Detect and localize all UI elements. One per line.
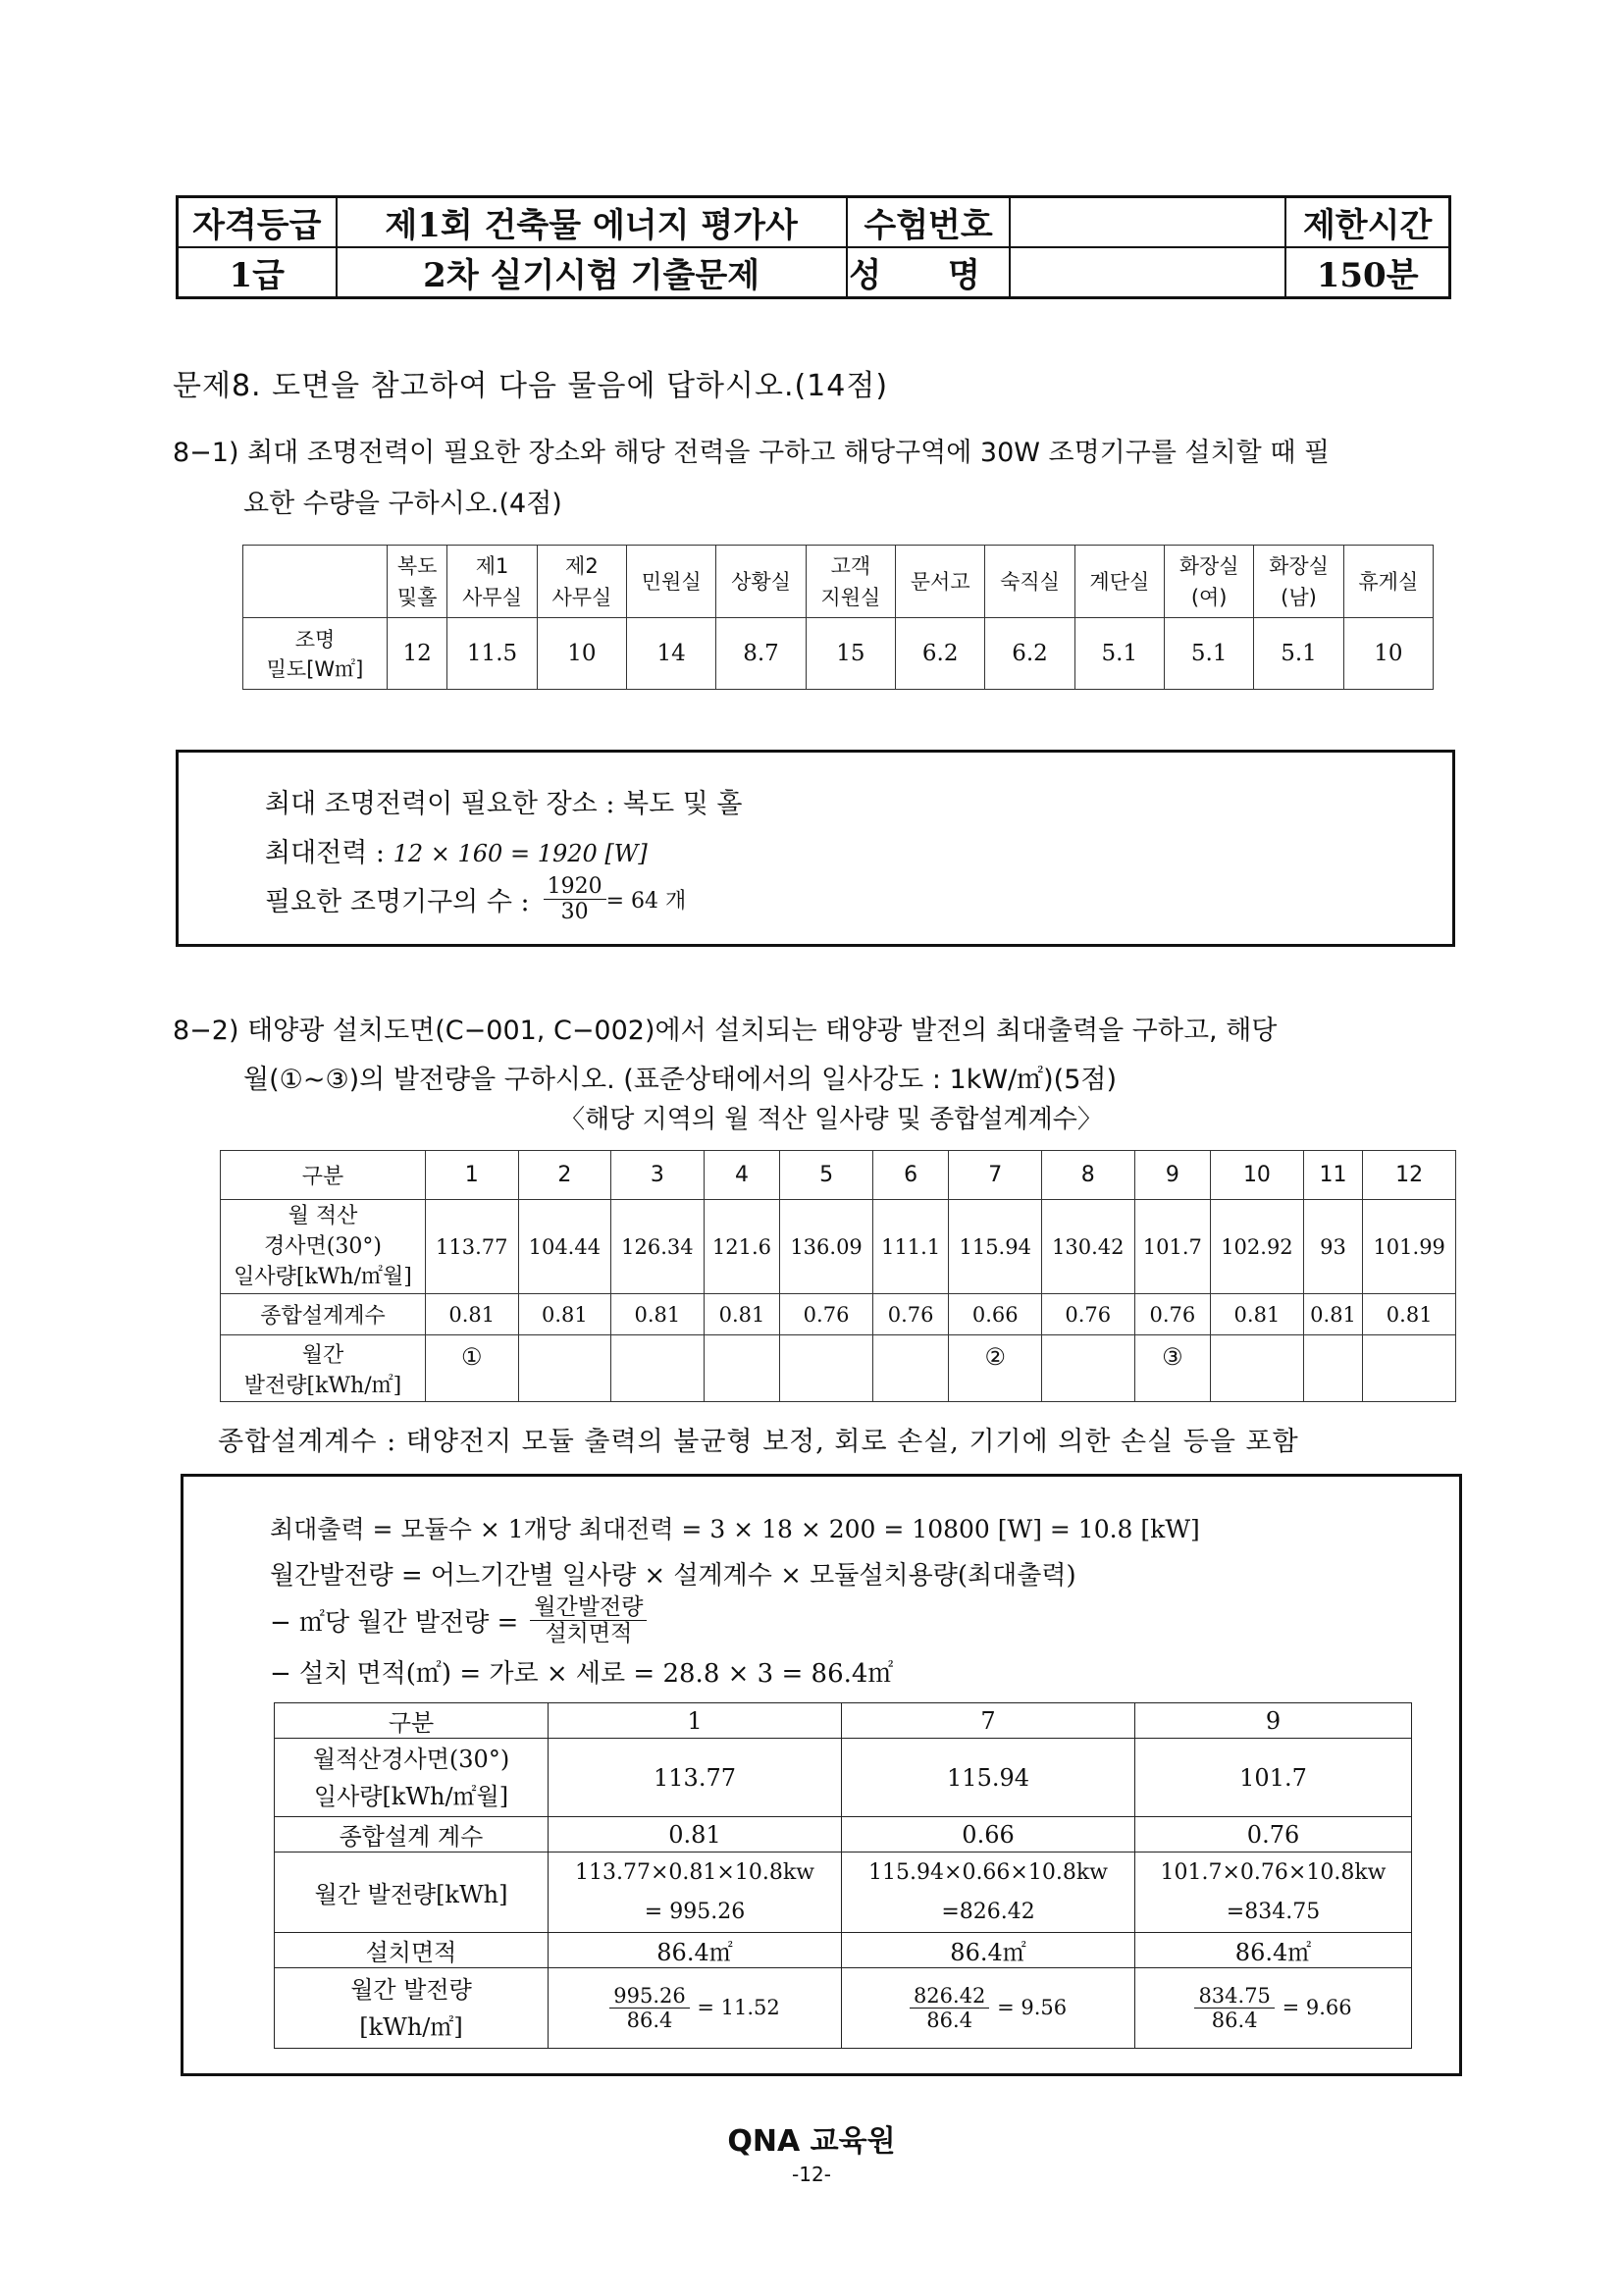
lighting-col-5 bbox=[806, 546, 895, 618]
question-8-2-text bbox=[173, 1007, 1277, 1105]
answer-1-line-3-label: 필요한 조명기구의 수 : bbox=[265, 887, 530, 918]
lighting-value-4: 8.7 bbox=[716, 618, 806, 690]
lighting-col-8 bbox=[1074, 546, 1164, 618]
solar-generation-4 bbox=[780, 1335, 873, 1402]
question-8-title: 문제8. 도면을 참고하여 다음 물음에 답하시오.(14점) bbox=[173, 369, 889, 403]
a2-r5-c3-num: 834.75 bbox=[1194, 1984, 1274, 2009]
solar-row-3-label bbox=[221, 1335, 426, 1402]
answer-1-line-2 bbox=[265, 831, 648, 869]
lighting-value-8: 5.1 bbox=[1074, 618, 1164, 690]
a2-row-1-label bbox=[275, 1739, 549, 1817]
lighting-col-11 bbox=[1343, 546, 1433, 618]
solar-irradiation-9: 102.92 bbox=[1211, 1200, 1304, 1294]
a2-row-5-label-b: [kWh/㎡] bbox=[359, 2012, 463, 2041]
question-8-2-line-2: 월(①~③)의 발전량을 구하시오. (표준상태에서의 일사강도 : 1kW/㎡)(5점) bbox=[243, 1065, 1117, 1095]
solar-irradiation-0: 113.77 bbox=[426, 1200, 519, 1294]
exam-number-label: 수험번호 bbox=[847, 197, 1011, 248]
solar-irradiation-11: 101.99 bbox=[1363, 1200, 1456, 1294]
lighting-value-0: 12 bbox=[388, 618, 447, 690]
lighting-value-5: 15 bbox=[806, 618, 895, 690]
a2-r5-c2-fraction bbox=[910, 1984, 989, 2032]
question-8-1-line-1: 8−1) 최대 조명전력이 필요한 장소와 해당 전력을 구하고 해당구역에 30W 조명기구를 설치할 때 필 bbox=[173, 438, 1331, 468]
name-value bbox=[1010, 247, 1285, 298]
page-number: -12- bbox=[792, 2163, 831, 2186]
a2-r3-c1-top: 113.77×0.81×10.8kw bbox=[575, 1859, 814, 1885]
a2-row-5-label bbox=[275, 1968, 549, 2049]
solar-generation-3 bbox=[704, 1335, 780, 1402]
solar-row-1-label-b: 경사면(30°) bbox=[264, 1234, 382, 1259]
lighting-col-2 bbox=[537, 546, 626, 618]
solar-irradiation-6: 115.94 bbox=[949, 1200, 1042, 1294]
a2-r4-c3: 86.4㎡ bbox=[1135, 1933, 1412, 1968]
lighting-value-6: 6.2 bbox=[896, 618, 985, 690]
solar-design-factor-10: 0.81 bbox=[1303, 1294, 1363, 1335]
lighting-col-7-line: 숙직실 bbox=[1000, 569, 1060, 594]
solar-design-factor-11: 0.81 bbox=[1363, 1294, 1456, 1335]
solar-irradiation-4: 136.09 bbox=[780, 1200, 873, 1294]
solar-generation-11 bbox=[1363, 1335, 1456, 1402]
a2-r3-c3-top: 101.7×0.76×10.8kw bbox=[1160, 1859, 1387, 1885]
question-8-1-text bbox=[173, 428, 1468, 530]
a2-row-5-label-a: 월간 발전량 bbox=[350, 1975, 472, 2004]
lighting-col-6 bbox=[896, 546, 985, 618]
answer-1-line-2-label: 최대전력 : bbox=[265, 838, 386, 868]
solar-generation-8: ③ bbox=[1134, 1335, 1211, 1402]
lighting-col-9 bbox=[1165, 546, 1254, 618]
lighting-col-6-line: 문서고 bbox=[910, 569, 970, 594]
solar-month-2: 3 bbox=[611, 1151, 705, 1200]
answer-2-fraction-denominator: 설치면적 bbox=[545, 1621, 633, 1647]
lighting-col-4-line: 상황실 bbox=[731, 569, 791, 594]
solar-design-factor-2: 0.81 bbox=[611, 1294, 705, 1335]
lighting-col-5-line: 지원실 bbox=[820, 585, 881, 609]
a2-r5-c1 bbox=[549, 1968, 842, 2049]
answer-1-line-1: 최대 조명전력이 필요한 장소 : 복도 및 홀 bbox=[265, 789, 743, 819]
a2-r3-c3-bot: =834.75 bbox=[1226, 1899, 1321, 1924]
footer-brand: QNA 교육원 bbox=[727, 2124, 896, 2159]
solar-generation-9 bbox=[1211, 1335, 1304, 1402]
lighting-col-0-line: 복도 bbox=[396, 553, 438, 578]
a2-r4-c2: 86.4㎡ bbox=[842, 1933, 1135, 1968]
solar-row-1-label-c: 일사량[kWh/㎡월] bbox=[234, 1265, 412, 1289]
a2-header-label: 구분 bbox=[275, 1703, 549, 1739]
a2-r4-c1: 86.4㎡ bbox=[549, 1933, 842, 1968]
a2-r1-c3: 101.7 bbox=[1135, 1739, 1412, 1817]
a2-r3-c1 bbox=[549, 1852, 842, 1933]
solar-month-1: 2 bbox=[518, 1151, 611, 1200]
solar-row-1-label-a: 월 적산 bbox=[288, 1204, 358, 1228]
a2-r5-c1-den: 86.4 bbox=[626, 2009, 673, 2032]
solar-design-factor-8: 0.76 bbox=[1134, 1294, 1211, 1335]
a2-r5-c2-num: 826.42 bbox=[910, 1984, 989, 2009]
solar-month-10: 11 bbox=[1303, 1151, 1363, 1200]
a2-r3-c2 bbox=[842, 1852, 1135, 1933]
solar-row-3-label-b: 발전량[kWh/㎡] bbox=[243, 1373, 402, 1398]
lighting-value-9: 5.1 bbox=[1165, 618, 1254, 690]
solar-month-5: 6 bbox=[872, 1151, 949, 1200]
a2-r5-c3 bbox=[1135, 1968, 1412, 2049]
lighting-table-corner bbox=[243, 546, 388, 618]
solar-irradiation-3: 121.6 bbox=[704, 1200, 780, 1294]
answer-2-fraction-numerator: 월간발전량 bbox=[530, 1594, 647, 1621]
solar-generation-0: ① bbox=[426, 1335, 519, 1402]
answer-box-2 bbox=[181, 1474, 1462, 2076]
lighting-col-2-line: 제2 bbox=[565, 553, 599, 578]
a2-col-7: 7 bbox=[842, 1703, 1135, 1739]
a2-row-2-label: 종합설계 계수 bbox=[275, 1817, 549, 1852]
solar-month-6: 7 bbox=[949, 1151, 1042, 1200]
grade-label: 자격등급 bbox=[178, 197, 337, 248]
lighting-col-10 bbox=[1254, 546, 1343, 618]
a2-col-1: 1 bbox=[549, 1703, 842, 1739]
a2-row-3-label: 월간 발전량[kWh] bbox=[275, 1852, 549, 1933]
exam-header-table bbox=[176, 195, 1451, 299]
solar-header-label: 구분 bbox=[221, 1151, 426, 1200]
lighting-value-3: 14 bbox=[627, 618, 716, 690]
a2-r5-c1-result: = 11.52 bbox=[697, 1996, 780, 2019]
lighting-col-1-line: 제1 bbox=[475, 553, 509, 578]
solar-month-8: 9 bbox=[1134, 1151, 1211, 1200]
solar-generation-10 bbox=[1303, 1335, 1363, 1402]
answer-1-line-2-expr: 12 × 160 = 1920 [W] bbox=[393, 840, 648, 867]
solar-data-table bbox=[220, 1150, 1456, 1402]
answer-2-line-2: 월간발전량 = 어느기간별 일사량 × 설계계수 × 모듈설치용량(최대출력) bbox=[270, 1561, 1076, 1591]
a2-r1-c2: 115.94 bbox=[842, 1739, 1135, 1817]
solar-month-4: 5 bbox=[780, 1151, 873, 1200]
lighting-col-0 bbox=[388, 546, 447, 618]
answer-2-line-1: 최대출력 = 모듈수 × 1개당 최대전력 = 3 × 18 × 200 = 10800 [W] = 10.8 [kW] bbox=[270, 1515, 1200, 1543]
solar-month-11: 12 bbox=[1363, 1151, 1456, 1200]
answer-1-fraction bbox=[544, 874, 606, 925]
a2-r3-c2-bot: =826.42 bbox=[941, 1899, 1035, 1924]
a2-r5-c2 bbox=[842, 1968, 1135, 2049]
solar-generation-5 bbox=[872, 1335, 949, 1402]
lighting-col-4 bbox=[716, 546, 806, 618]
lighting-col-9-line: 화장실 bbox=[1178, 553, 1239, 578]
answer-2-line-3-fraction bbox=[530, 1594, 647, 1647]
time-limit-label: 제한시간 bbox=[1285, 197, 1449, 248]
lighting-col-1 bbox=[447, 546, 537, 618]
a2-r5-c3-fraction bbox=[1194, 1984, 1274, 2032]
lighting-col-3-line: 민원실 bbox=[641, 569, 702, 594]
solar-design-factor-5: 0.76 bbox=[872, 1294, 949, 1335]
solar-table-caption: 〈해당 지역의 월 적산 일사량 및 종합설계계수〉 bbox=[559, 1105, 1103, 1134]
solar-irradiation-8: 101.7 bbox=[1134, 1200, 1211, 1294]
solar-irradiation-7: 130.42 bbox=[1042, 1200, 1135, 1294]
lighting-value-7: 6.2 bbox=[985, 618, 1074, 690]
a2-r5-c1-num: 995.26 bbox=[609, 1984, 689, 2009]
answer-box-1 bbox=[176, 750, 1455, 947]
solar-design-factor-3: 0.81 bbox=[704, 1294, 780, 1335]
solar-row-3-label-a: 월간 bbox=[301, 1342, 344, 1368]
a2-r2-c2: 0.66 bbox=[842, 1817, 1135, 1852]
a2-row-4-label: 설치면적 bbox=[275, 1933, 549, 1968]
solar-row-1-label bbox=[221, 1200, 426, 1294]
answer-1-fraction-numerator: 1920 bbox=[544, 874, 606, 900]
solar-irradiation-2: 126.34 bbox=[611, 1200, 705, 1294]
a2-row-1-label-b: 일사량[kWh/㎡월] bbox=[313, 1782, 509, 1810]
solar-design-factor-1: 0.81 bbox=[518, 1294, 611, 1335]
a2-col-9: 9 bbox=[1135, 1703, 1412, 1739]
solar-design-factor-7: 0.76 bbox=[1042, 1294, 1135, 1335]
lighting-col-0-line: 및홀 bbox=[396, 585, 438, 609]
solar-design-factor-4: 0.76 bbox=[780, 1294, 873, 1335]
a2-r3-c3 bbox=[1135, 1852, 1412, 1933]
question-8-2-line-1: 8−2) 태양광 설치도면(C−001, C−002)에서 설치되는 태양광 발전의 최대출력을 구하고, 해당 bbox=[173, 1016, 1278, 1046]
solar-irradiation-5: 111.1 bbox=[872, 1200, 949, 1294]
lighting-col-10-line: (남) bbox=[1281, 585, 1317, 609]
lighting-row-label bbox=[243, 618, 388, 690]
a2-r5-c3-result: = 9.66 bbox=[1282, 1996, 1352, 2019]
name-label: 성 명 bbox=[847, 247, 1011, 298]
lighting-col-10-line: 화장실 bbox=[1269, 553, 1329, 578]
lighting-col-7 bbox=[985, 546, 1074, 618]
a2-r3-c1-bot: = 995.26 bbox=[644, 1899, 746, 1924]
answer-2-table bbox=[274, 1702, 1412, 2049]
answer-2-line-4: − 설치 면적(㎡) = 가로 × 세로 = 28.8 × 3 = 86.4㎡ bbox=[270, 1659, 894, 1689]
title-line-2: 2차 실기시험 기출문제 bbox=[337, 247, 847, 298]
solar-generation-7 bbox=[1042, 1335, 1135, 1402]
a2-r5-c2-den: 86.4 bbox=[926, 2009, 973, 2032]
solar-generation-6: ② bbox=[949, 1335, 1042, 1402]
lighting-value-10: 5.1 bbox=[1254, 618, 1343, 690]
answer-2-line-3-label: − ㎡당 월간 발전량 = bbox=[270, 1608, 519, 1639]
lighting-density-table bbox=[242, 545, 1434, 690]
lighting-col-3 bbox=[627, 546, 716, 618]
a2-r1-c1: 113.77 bbox=[549, 1739, 842, 1817]
solar-month-0: 1 bbox=[426, 1151, 519, 1200]
solar-month-3: 4 bbox=[704, 1151, 780, 1200]
a2-r3-c2-top: 115.94×0.66×10.8kw bbox=[868, 1859, 1109, 1885]
solar-design-factor-0: 0.81 bbox=[426, 1294, 519, 1335]
lighting-value-11: 10 bbox=[1343, 618, 1433, 690]
lighting-value-2: 10 bbox=[537, 618, 626, 690]
solar-design-factor-6: 0.66 bbox=[949, 1294, 1042, 1335]
a2-r2-c1: 0.81 bbox=[549, 1817, 842, 1852]
solar-row-2-label: 종합설계계수 bbox=[221, 1294, 426, 1335]
solar-generation-2 bbox=[611, 1335, 705, 1402]
grade-value: 1급 bbox=[178, 247, 337, 298]
answer-1-result: = 64 개 bbox=[605, 889, 687, 914]
lighting-col-1-line: 사무실 bbox=[462, 585, 522, 609]
solar-generation-1 bbox=[518, 1335, 611, 1402]
exam-number-value bbox=[1010, 197, 1285, 248]
answer-1-line-3 bbox=[265, 874, 686, 925]
lighting-col-11-line: 휴게실 bbox=[1358, 569, 1419, 594]
a2-r5-c2-result: = 9.56 bbox=[997, 1996, 1068, 2019]
solar-design-factor-9: 0.81 bbox=[1211, 1294, 1304, 1335]
lighting-col-5-line: 고객 bbox=[830, 553, 871, 578]
a2-r2-c3: 0.76 bbox=[1135, 1817, 1412, 1852]
lighting-col-8-line: 계단실 bbox=[1089, 569, 1150, 594]
time-limit-value: 150분 bbox=[1285, 247, 1449, 298]
lighting-row-label-2: 밀도[W㎡] bbox=[266, 657, 364, 681]
solar-month-7: 8 bbox=[1042, 1151, 1135, 1200]
a2-r5-c3-den: 86.4 bbox=[1211, 2009, 1258, 2032]
lighting-col-9-line: (여) bbox=[1190, 585, 1228, 609]
solar-irradiation-10: 93 bbox=[1303, 1200, 1363, 1294]
design-factor-note: 종합설계계수 : 태양전지 모듈 출력의 불균형 보정, 회로 손실, 기기에 의한 손실 등을 포함 bbox=[218, 1427, 1299, 1457]
a2-r5-c1-fraction bbox=[609, 1984, 689, 2032]
solar-month-9: 10 bbox=[1211, 1151, 1304, 1200]
answer-1-fraction-denominator: 30 bbox=[560, 900, 589, 925]
a2-row-1-label-a: 월적산경사면(30°) bbox=[312, 1745, 510, 1773]
title-line-1: 제1회 건축물 에너지 평가사 bbox=[337, 197, 847, 248]
answer-2-line-3 bbox=[270, 1594, 647, 1647]
question-8-1-line-2: 요한 수량을 구하시오.(4점) bbox=[243, 489, 562, 519]
lighting-col-2-line: 사무실 bbox=[551, 585, 612, 609]
lighting-row-label-1: 조명 bbox=[294, 628, 336, 652]
lighting-value-1: 11.5 bbox=[447, 618, 537, 690]
solar-irradiation-1: 104.44 bbox=[518, 1200, 611, 1294]
